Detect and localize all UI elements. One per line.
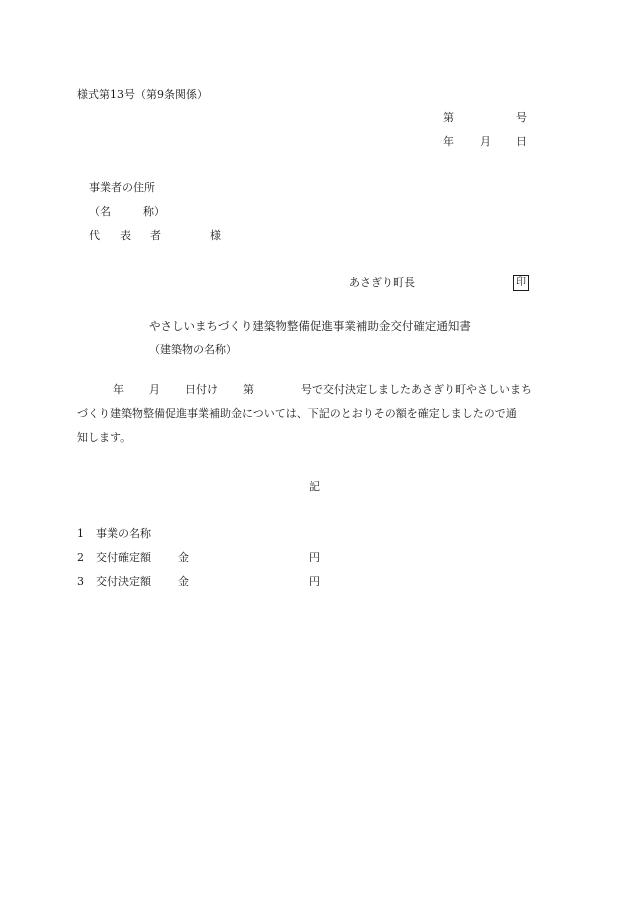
recipient-address: 事業者の住所 [89,181,155,194]
item-1-number: 1 [77,527,84,540]
recipient-rep-1: 代 [89,229,100,242]
item-2-prefix: 金 [178,551,189,564]
recipient-name-close: 称） [143,205,165,218]
item-1-label: 事業の名称 [96,527,151,540]
recipient-honorific: 様 [210,229,221,242]
item-2-unit: 円 [309,551,320,564]
recipient-rep-3: 者 [150,229,161,242]
body-line1-rest: 号で交付決定しましたあさぎり町やさしいまち [301,383,532,396]
item-3-unit: 円 [309,575,320,588]
date-day: 日 [516,135,527,148]
item-2-number: 2 [77,551,84,564]
item-3-label: 交付決定額 [96,575,151,588]
doc-number-prefix: 第 [443,111,454,124]
recipient-name-open: （名 [89,205,111,218]
body-line2: づくり建築物整備促進事業補助金については、下記のとおりその額を確定しましたので通 [77,407,517,420]
ki-heading: 記 [309,480,320,493]
seal-stamp: 印 [513,275,529,291]
body-year: 年 [113,383,124,396]
doc-number-suffix: 号 [516,111,527,124]
body-month: 月 [149,383,160,396]
body-dated: 日付け [185,383,218,396]
sender-title: あさぎり町長 [349,276,415,289]
body-line3: 知します。 [77,431,132,444]
recipient-rep-2: 表 [120,229,131,242]
form-number: 様式第13号（第9条関係） [77,88,208,101]
item-2-label: 交付確定額 [96,551,151,564]
item-3-number: 3 [77,575,84,588]
body-no: 第 [243,383,254,396]
document-title: やさしいまちづくり建築物整備促進事業補助金交付確定通知書 [149,319,471,333]
item-3-prefix: 金 [178,575,189,588]
date-year: 年 [443,135,454,148]
building-name-label: （建築物の名称） [149,343,237,356]
date-month: 月 [480,135,491,148]
